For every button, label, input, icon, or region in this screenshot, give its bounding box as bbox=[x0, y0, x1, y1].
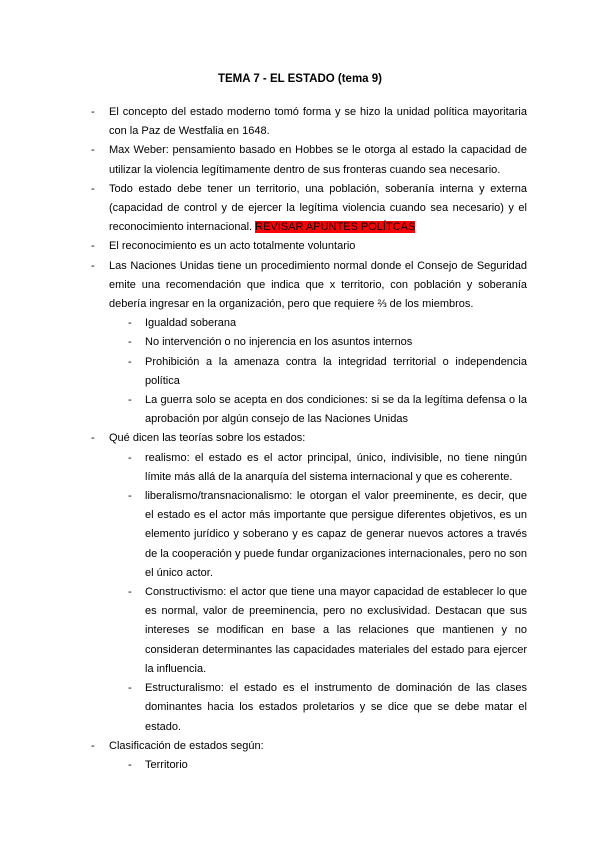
bullet-dash: - bbox=[91, 432, 95, 445]
list-item-text bbox=[109, 737, 527, 756]
bullet-dash: - bbox=[91, 259, 95, 272]
bullet-dash: - bbox=[91, 240, 95, 253]
list-item-text bbox=[109, 103, 527, 141]
list-item-text bbox=[109, 257, 527, 315]
bullet-dash: - bbox=[91, 106, 95, 118]
list-item-body: El reconocimiento es un acto totalmente voluntario bbox=[109, 240, 356, 253]
bullet-dash: - bbox=[128, 490, 132, 503]
sub-list-item bbox=[0, 449, 600, 487]
list-item-body: Qué dicen las teorías sobre los estados: bbox=[109, 432, 306, 445]
list-item-body: Todo estado debe tener un territorio, una población, soberanía interna y externa (capacidad de control y de ejercer la legítima violencia cuando sea necesario) y el reconocimiento internacional. bbox=[109, 182, 527, 234]
sub-list-item-text: Estructuralismo: el estado es el instrumento de dominación de las clases dominantes hacia los estados proletarios y se dice que se debe matar el estado. bbox=[145, 682, 527, 733]
sub-list-item-text: No intervención o no injerencia en los asuntos internos bbox=[145, 336, 413, 349]
bullet-dash: - bbox=[128, 758, 132, 771]
list-item-body: Max Weber: pensamiento basado en Hobbes se le otorga al estado la capacidad de utilizar la violencia legítimamente dentro de sus fronteras cuando sea necesario. bbox=[109, 144, 527, 176]
list-item bbox=[0, 257, 600, 315]
list-item-text bbox=[109, 429, 527, 448]
bullet-dash: - bbox=[91, 182, 95, 195]
sub-list-item-text: Igualdad soberana bbox=[145, 317, 237, 330]
bullet-dash: - bbox=[128, 451, 132, 464]
list-item bbox=[0, 237, 600, 256]
bullet-dash: - bbox=[128, 394, 132, 407]
list-item bbox=[0, 103, 600, 141]
bullet-dash: - bbox=[128, 317, 132, 330]
list-item bbox=[0, 141, 600, 179]
sub-list-item bbox=[0, 333, 600, 352]
bullet-dash: - bbox=[128, 355, 132, 368]
sub-list-item bbox=[0, 391, 600, 429]
list-item-body: El concepto del estado moderno tomó forma y se hizo la unidad política mayoritaria con la Paz de Westfalia en 1648. bbox=[109, 106, 527, 138]
list-item-text bbox=[109, 180, 527, 238]
sub-list-item bbox=[0, 314, 600, 333]
sub-list-item-text: Territorio bbox=[145, 758, 188, 771]
sub-list-item bbox=[0, 353, 600, 391]
highlighted-note: REVISAR APUNTES POLÍTCAS bbox=[255, 221, 416, 234]
list-item-body: Las Naciones Unidas tiene un procedimiento normal donde el Consejo de Seguridad emite una recomendación que indica que x territorio, con población y soberanía debería ingresar en la organización, pero que requiere ⅔ de los miembros. bbox=[109, 259, 527, 311]
page-title: TEMA 7 - EL ESTADO (tema 9) bbox=[217, 73, 382, 85]
list-item bbox=[0, 737, 600, 756]
bullet-dash: - bbox=[128, 336, 132, 349]
sub-list-item bbox=[0, 583, 600, 679]
list-item-body: Clasificación de estados según: bbox=[109, 739, 264, 752]
sub-list-item bbox=[0, 756, 600, 775]
list-item-text bbox=[109, 237, 527, 256]
bullet-list bbox=[0, 103, 600, 775]
list-item bbox=[0, 180, 600, 238]
bullet-dash: - bbox=[91, 739, 95, 752]
sub-list-item bbox=[0, 487, 600, 583]
sub-list-item-text: liberalismo/transnacionalismo: le otorgan el valor preeminente, es decir, que el estado es el actor más importante que persigue diferentes objetivos, es un elemento jurídico y soberano y es capaz de generar nuevos actores a través de la cooperación y puede fundar organizaciones internacionales, pero no son el único actor. bbox=[145, 490, 527, 579]
sub-list-item-text: realismo: el estado es el actor principal, único, indivisible, no tiene ningún límite más allá de la anarquía del sistema internacional y que es coherente. bbox=[145, 451, 527, 483]
sub-list-item-text: Prohibición a la amenaza contra la integridad territorial o independencia política bbox=[145, 355, 527, 387]
sub-list-item-text: Constructivismo: el actor que tiene una mayor capacidad de establecer lo que es normal, valor de preeminencia, pero no exclusividad. Destacan que sus intereses se modifican en base a las relaciones que mantienen y no consideran determinantes las capacidades materiales del estado para ejercer la influencia. bbox=[145, 586, 527, 675]
sub-list-item-text: La guerra solo se acepta en dos condiciones: si se da la legítima defensa o la aprobación por algún consejo de las Naciones Unidas bbox=[145, 394, 527, 426]
bullet-dash: - bbox=[128, 586, 132, 599]
bullet-dash: - bbox=[128, 682, 132, 695]
list-item-text bbox=[109, 141, 527, 179]
list-item bbox=[0, 429, 600, 448]
bullet-dash: - bbox=[91, 144, 95, 157]
sub-list-item bbox=[0, 679, 600, 737]
